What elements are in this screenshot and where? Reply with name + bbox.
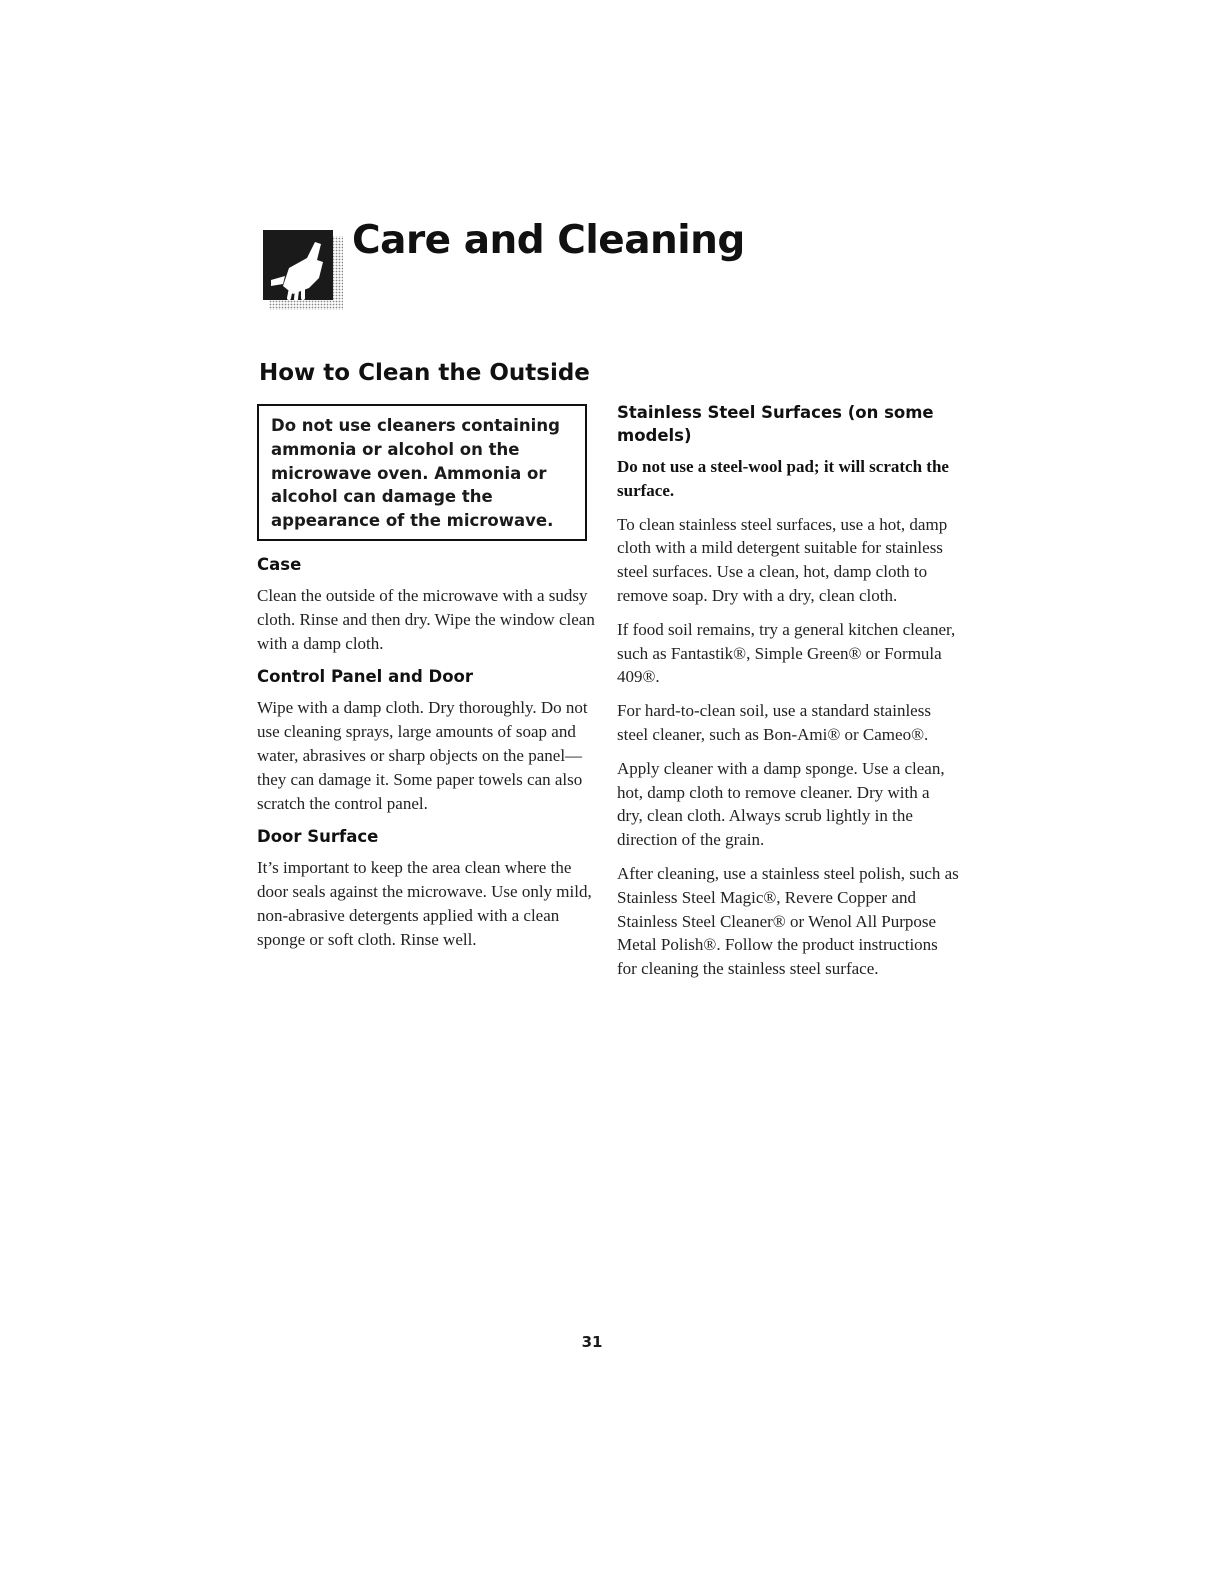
- door-surface-text: It’s important to keep the area clean where the door seals against the microwave. Use only mild, non-abrasive detergents applied with a clean sponge or soft cloth. Rinse well.: [257, 858, 592, 949]
- right-column: [617, 401, 959, 991]
- section-title: How to Clean the Outside: [259, 360, 590, 386]
- stainless-paragraph-3: For hard-to-clean soil, use a standard stainless steel cleaner, such as Bon-Ami® or Cameo®.: [617, 701, 931, 744]
- page-number: 31: [581, 1333, 603, 1351]
- door-surface-heading: Door Surface: [257, 827, 379, 847]
- steel-wool-warning: Do not use a steel-wool pad; it will scratch the surface.: [617, 457, 949, 500]
- stainless-paragraph-1: To clean stainless steel surfaces, use a hot, damp cloth with a mild detergent suitable for stainless steel surfaces. Use a clean, hot, damp cloth to remove soap. Dry with a dry, clean cloth.: [617, 514, 948, 605]
- stainless-paragraph-5: After cleaning, use a stainless steel polish, such as Stainless Steel Magic®, Revere Copper and Stainless Steel Cleaner® or Wenol All Purpose Metal Polish®. Follow the product instructions for cleaning the stainless steel surface.: [617, 863, 959, 979]
- stainless-paragraph-2: If food soil remains, try a general kitchen cleaner, such as Fantastik®, Simple Green® or Formula 409®.: [617, 619, 956, 687]
- ammonia-warning-box: Do not use cleaners containing ammonia or alcohol on the microwave oven. Ammonia or alcohol can damage the appearance of the microwave.: [257, 404, 587, 541]
- case-heading: Case: [257, 554, 302, 574]
- hand-cleaning-icon: [263, 228, 343, 310]
- page-title: Care and Cleaning: [352, 218, 745, 263]
- stainless-paragraph-4: Apply cleaner with a damp sponge. Use a clean, hot, damp cloth to remove cleaner. Dry with a dry, clean cloth. Always scrub lightly in the direction of the grain.: [617, 758, 945, 850]
- stainless-steel-heading: Stainless Steel Surfaces (on some models): [617, 403, 934, 445]
- left-column: [257, 404, 599, 962]
- control-panel-heading: Control Panel and Door: [257, 667, 474, 687]
- control-panel-text: Wipe with a damp cloth. Dry thoroughly. Do not use cleaning sprays, large amounts of soap and water, abrasives or sharp objects on the panel—they can damage it. Some paper towels can also scratch the control panel.: [257, 698, 588, 813]
- case-text: Clean the outside of the microwave with a sudsy cloth. Rinse and then dry. Wipe the window clean with a damp cloth.: [257, 585, 595, 653]
